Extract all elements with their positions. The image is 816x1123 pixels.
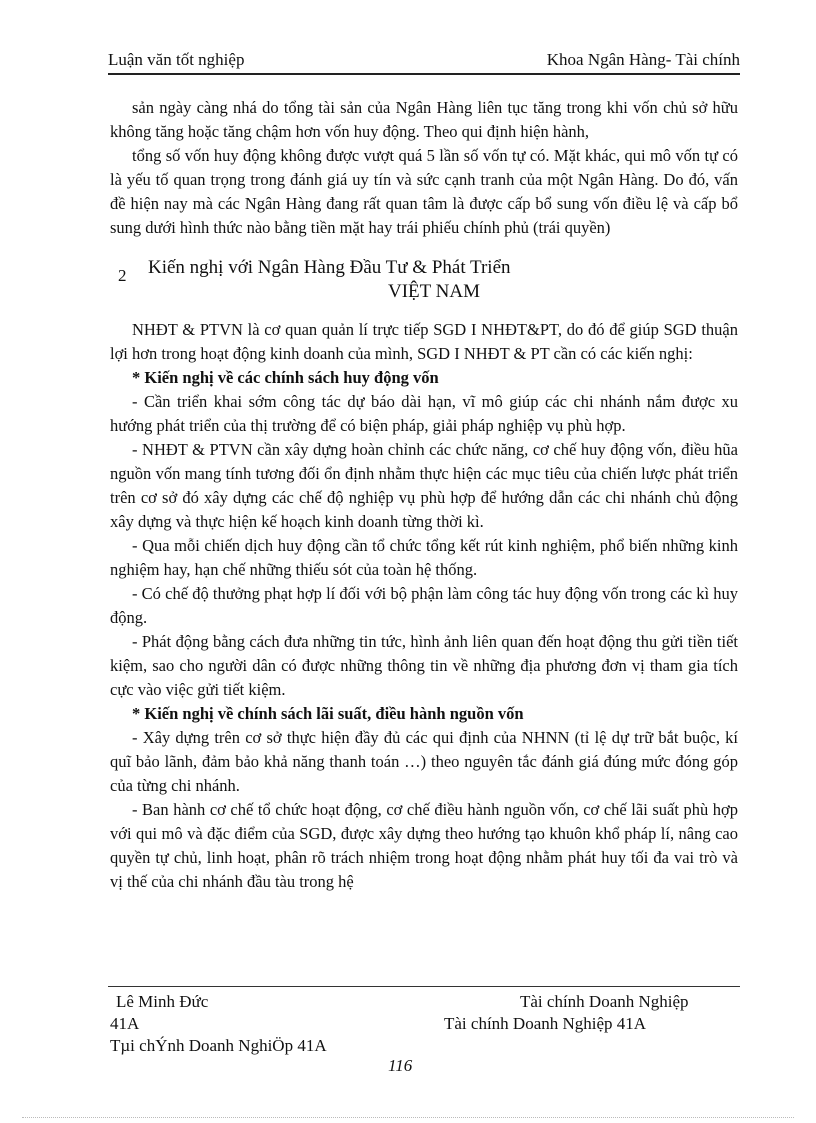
subheading-interest-rate: * Kiến nghị về chính sách lãi suất, điều hành nguồn vốn <box>132 704 524 723</box>
paragraph: sản ngày càng nhá do tổng tài sản của Ngân Hàng liên tục tăng trong khi vốn chủ sở hữu không tăng hoặc tăng chậm hơn vốn huy động. Theo qui định hiện hành, <box>110 98 738 141</box>
footer-garbled-text: Tµi chÝnh Doanh NghiÖp 41A <box>110 1036 327 1055</box>
list-item: - Ban hành cơ chế tổ chức hoạt động, cơ chế điều hành nguồn vốn, cơ chế lãi suất phù hợp với qui mô và đặc điểm của SGD, được xây dựng theo hướng tạo khuôn khổ pháp lí, nâng cao quyền tự chủ, linh hoạt, phân rõ trách nhiệm trong hoạt động nhằm phát huy tối đa vai trò và vị thế của chi nhánh đầu tàu trong hệ <box>110 800 738 891</box>
section-number: 2 <box>118 266 127 285</box>
list-item: - Có chế độ thưởng phạt hợp lí đối với bộ phận làm công tác huy động vốn trong các kì huy động. <box>110 584 738 627</box>
subheading-mobilization: * Kiến nghị về các chính sách huy động vốn <box>132 368 439 387</box>
paragraph: tổng số vốn huy động không được vượt quá 5 lần số vốn tự có. Mặt khác, qui mô vốn tự có là yếu tố quan trọng trong đánh giá uy tín và sức cạnh tranh của một Ngân Hàng. Do đó, vấn đề hiện nay mà các Ngân Hàng đang rất quan tâm là được cấp bổ sung vốn điều lệ và cấp bổ sung dưới hình thức nào bằng tiền mặt hay trái phiếu chính phủ (trái quyền) <box>110 146 738 237</box>
section-title-line2: VIỆT NAM <box>387 281 480 302</box>
section-title-line1: Kiến nghị với Ngân Hàng Đầu Tư & Phát Triển <box>148 257 511 278</box>
intro-paragraph: NHĐT & PTVN là cơ quan quản lí trực tiếp SGD I NHĐT&PT, do đó để giúp SGD thuận lợi hơn trong hoạt động kinh doanh của mình, SGD I NHĐT & PT cần có các kiến nghị: <box>110 320 738 363</box>
list-item: - Qua mỗi chiến dịch huy động cần tổ chức tổng kết rút kinh nghiệm, phổ biến những kinh nghiệm hay, hạn chế những thiếu sót của toàn hệ thống. <box>110 536 738 579</box>
header-left-title: Luận văn tốt nghiệp <box>108 50 245 69</box>
list-item: - Phát động bằng cách đưa những tin tức, hình ảnh liên quan đến hoạt động thu gửi tiền tiết kiệm, sao cho người dân có được những thông tin về những địa phương đơn vị tham gia tích cực vào việc gửi tiết kiệm. <box>110 632 738 699</box>
list-item: - NHĐT & PTVN cần xây dựng hoàn chỉnh các chức năng, cơ chế huy động vốn, điều hũa nguồn vốn mang tính tương đối ổn định nhằm thực hiện các mục tiêu của chiến lược phát triển trên cơ sở đó xây dựng các chế độ nghiệp vụ phù hợp để hướng dẫn các chi nhánh chủ động xây dựng và thực hiện kế hoạch kinh doanh từng thời kì. <box>110 440 738 531</box>
header-rule <box>108 73 740 75</box>
list-item: - Xây dựng trên cơ sở thực hiện đầy đủ các qui định của NHNN (tỉ lệ dự trữ bắt buộc, kí quĩ bảo lãnh, đảm bảo khả năng thanh toán …) theo nguyên tắc đánh giá đúng mức đóng góp của từng chi nhánh. <box>110 728 738 795</box>
section-heading <box>110 256 738 304</box>
footer-rule <box>108 986 740 987</box>
list-item: - Cần triển khai sớm công tác dự báo dài hạn, vĩ mô giúp các chi nhánh nắm được xu hướng phát triển của thị trường để có biện pháp, giải pháp nghiệp vụ phù hợp. <box>110 392 738 435</box>
document-body <box>110 96 738 894</box>
page-number: 116 <box>388 1056 413 1075</box>
footer-class: 41A <box>110 1014 140 1033</box>
footer-dept: Tài chính Doanh Nghiệp <box>520 992 689 1011</box>
page-header <box>108 50 740 72</box>
footer-dept-class: Tài chính Doanh Nghiệp 41A <box>444 1014 647 1033</box>
footer-author: Lê Minh Đức <box>116 992 209 1011</box>
header-right-title: Khoa Ngân Hàng- Tài chính <box>546 50 740 69</box>
page-edge-dots <box>22 1117 794 1118</box>
